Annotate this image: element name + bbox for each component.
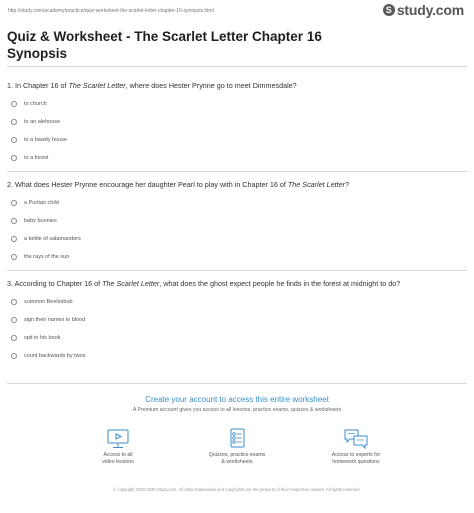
answer-option[interactable] (7, 131, 467, 149)
answer-label: baby bunnies (24, 218, 57, 224)
logo-icon: S (383, 4, 395, 16)
radio-button[interactable] (11, 101, 17, 107)
chat-bubbles-icon (343, 428, 369, 450)
answer-label: to a bawdy house (24, 137, 68, 143)
answer-label: count backwards by twos (24, 353, 86, 359)
answer-label: to an alehouse (24, 119, 61, 125)
monitor-icon (106, 428, 130, 450)
feature-video-lessons (63, 428, 173, 466)
title-divider (7, 66, 467, 67)
question-2 (7, 180, 467, 266)
quiz-icon (225, 428, 249, 450)
answer-label: to a forest (24, 155, 49, 161)
answer-label: a kettle of salamanders (24, 236, 81, 242)
top-bar (0, 0, 474, 22)
question-3-options (7, 293, 467, 365)
radio-button[interactable] (11, 155, 17, 161)
radio-button[interactable] (11, 200, 17, 206)
answer-label: spit in his book (24, 335, 61, 341)
page-url: http://study.com/academy/practice/quiz-worksheet-the-scarlet-letter-chapter-16-synopsis.html (8, 8, 214, 14)
answer-option[interactable] (7, 311, 467, 329)
answer-option[interactable] (7, 329, 467, 347)
answer-option[interactable] (7, 347, 467, 365)
radio-button[interactable] (11, 218, 17, 224)
cta-title-link[interactable]: Create your account to access this entire worksheet (145, 395, 329, 404)
radio-button[interactable] (11, 137, 17, 143)
answer-label: summon Beelzebub (24, 299, 73, 305)
question-1-text: 1. In Chapter 16 of The Scarlet Letter, where does Hester Prynne go to meet Dimmesdale? (7, 81, 297, 90)
cta-divider (7, 383, 467, 384)
feature-experts (301, 428, 411, 466)
radio-button[interactable] (11, 317, 17, 323)
radio-button[interactable] (11, 254, 17, 260)
feature-label: Access to all video lessons (102, 452, 134, 465)
study-logo[interactable] (383, 2, 464, 18)
question-2-text: 2. What does Hester Prynne encourage her daughter Pearl to play with in Chapter 16 of The Scarlet Letter? (7, 180, 350, 189)
question-3 (7, 279, 467, 365)
answer-option[interactable] (7, 95, 467, 113)
radio-button[interactable] (11, 119, 17, 125)
answer-option[interactable] (7, 248, 467, 266)
answer-label: a Puritan child (24, 200, 59, 206)
answer-option[interactable] (7, 194, 467, 212)
logo-text: study.com (396, 2, 464, 18)
answer-option[interactable] (7, 212, 467, 230)
question-divider (7, 171, 467, 172)
cta-subtitle: A Premium account gives you access to all lessons, practice exams, quizzes & worksheets (132, 407, 342, 413)
feature-label: Quizzes, practice exams & worksheets (208, 452, 266, 465)
signup-cta (0, 395, 474, 413)
question-1 (7, 81, 467, 167)
question-1-options (7, 95, 467, 167)
question-3-text: 3. According to Chapter 16 of The Scarlet Letter, what does the ghost expect people he finds in the forest at midnight to do? (7, 279, 401, 288)
question-divider (7, 270, 467, 271)
answer-option[interactable] (7, 230, 467, 248)
feature-quizzes (182, 428, 292, 466)
answer-option[interactable] (7, 149, 467, 167)
radio-button[interactable] (11, 236, 17, 242)
radio-button[interactable] (11, 299, 17, 305)
answer-option[interactable] (7, 293, 467, 311)
feature-label: Access to experts for homework questions (331, 452, 381, 465)
radio-button[interactable] (11, 353, 17, 359)
answer-label: the rays of the sun (24, 254, 70, 260)
page-title: Quiz & Worksheet - The Scarlet Letter Chapter 16 Synopsis (7, 29, 322, 61)
copyright-notice: © copyright 2003-2020 Study.com. All other trademarks and copyrights are the property of their respective owners. All rights reserved. (113, 487, 361, 492)
answer-option[interactable] (7, 113, 467, 131)
answer-label: to church (24, 101, 47, 107)
radio-button[interactable] (11, 335, 17, 341)
question-2-options (7, 194, 467, 266)
answer-label: sign their names in blood (24, 317, 86, 323)
